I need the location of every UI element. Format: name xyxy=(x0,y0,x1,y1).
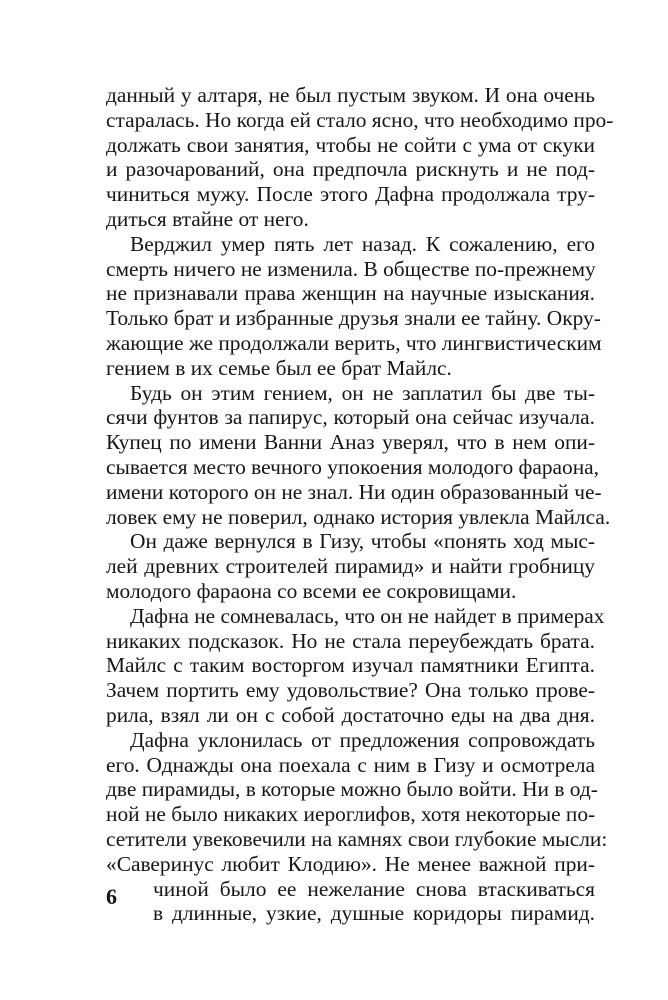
text-line: данный у алтаря, не был пустым звуком. И она очень xyxy=(106,83,595,107)
page-number: 6 xyxy=(106,884,117,909)
text-line: и разочарований, она предпочла рискнуть и не под- xyxy=(106,157,595,182)
text-line: гением в их семье был ее брат Майлс. xyxy=(106,355,452,380)
text-line: в длинные, узкие, душные коридоры пирамид. xyxy=(153,901,595,926)
text-line: лей древних строителей пирамид» и найти гробницу xyxy=(106,554,595,579)
text-line: Будь он этим гением, он не заплатил бы две ты- xyxy=(130,380,595,405)
text-line: сетители увековечили на камнях свои глубокие мысли: xyxy=(106,827,608,851)
text-line: две пирамиды, в которые можно было войти. Ни в од- xyxy=(106,777,598,802)
text-line: никаких подсказок. Но не стала переубеждать брата. xyxy=(106,628,595,653)
text-line: Только брат и избранные друзья знали ее тайну. Окру- xyxy=(106,306,601,331)
text-line: Верджил умер пять лет назад. К сожалению, его xyxy=(130,231,595,256)
text-line: Он даже вернулся в Гизу, чтобы «понять ход мыс- xyxy=(130,529,595,554)
text-line: сывается место вечного упокоения молодого фараона, xyxy=(106,455,600,479)
text-line: Купец по имени Ванни Аназ уверял, что в нем опи- xyxy=(106,430,595,455)
text-line: жающие же продолжали верить, что лингвистическим xyxy=(106,331,602,355)
text-line: молодого фараона со всеми ее сокровищами. xyxy=(106,579,517,603)
text-line: ловек ему не поверил, однако история увлекла Майлса. xyxy=(106,504,611,529)
text-line: Дафна не сомневалась, что он не найдет в примерах xyxy=(130,603,605,628)
text-line: его. Однажды она поехала с ним в Гизу и осмотрела xyxy=(106,752,595,777)
text-line: «Саверинус любит Клодию». Не менее важной при- xyxy=(106,851,595,876)
text-line: старалась. Но когда ей стало ясно, что необходимо про- xyxy=(106,107,614,132)
text-line: не признавали права женщин на научные изыскания. xyxy=(106,281,595,306)
text-line: диться втайне от него. xyxy=(106,207,309,231)
text-line: имени которого он не знал. Ни один образованный че- xyxy=(106,479,602,504)
text-line: сячи фунтов за папирус, который она сейчас изучала. xyxy=(106,405,595,430)
text-line: ной не было никаких иероглифов, хотя некоторые по- xyxy=(106,802,596,827)
text-line: Майлс с таким восторгом изучал памятники Египта. xyxy=(106,653,595,678)
text-line: должать свои занятия, чтобы не сойти с ума от скуки xyxy=(106,132,595,157)
text-line: чиной было ее нежелание снова втаскиваться xyxy=(153,876,595,901)
text-line: смерть ничего не изменила. В обществе по-прежнему xyxy=(106,256,596,281)
text-line: Дафна уклонилась от предложения сопровождать xyxy=(130,727,595,752)
text-line: Зачем портить ему удовольствие? Она только прове- xyxy=(106,678,595,703)
text-line: рила, взял ли он с собой достаточно еды на два дня. xyxy=(106,703,595,727)
text-line: чиниться мужу. После этого Дафна продолжала тру- xyxy=(106,182,595,207)
